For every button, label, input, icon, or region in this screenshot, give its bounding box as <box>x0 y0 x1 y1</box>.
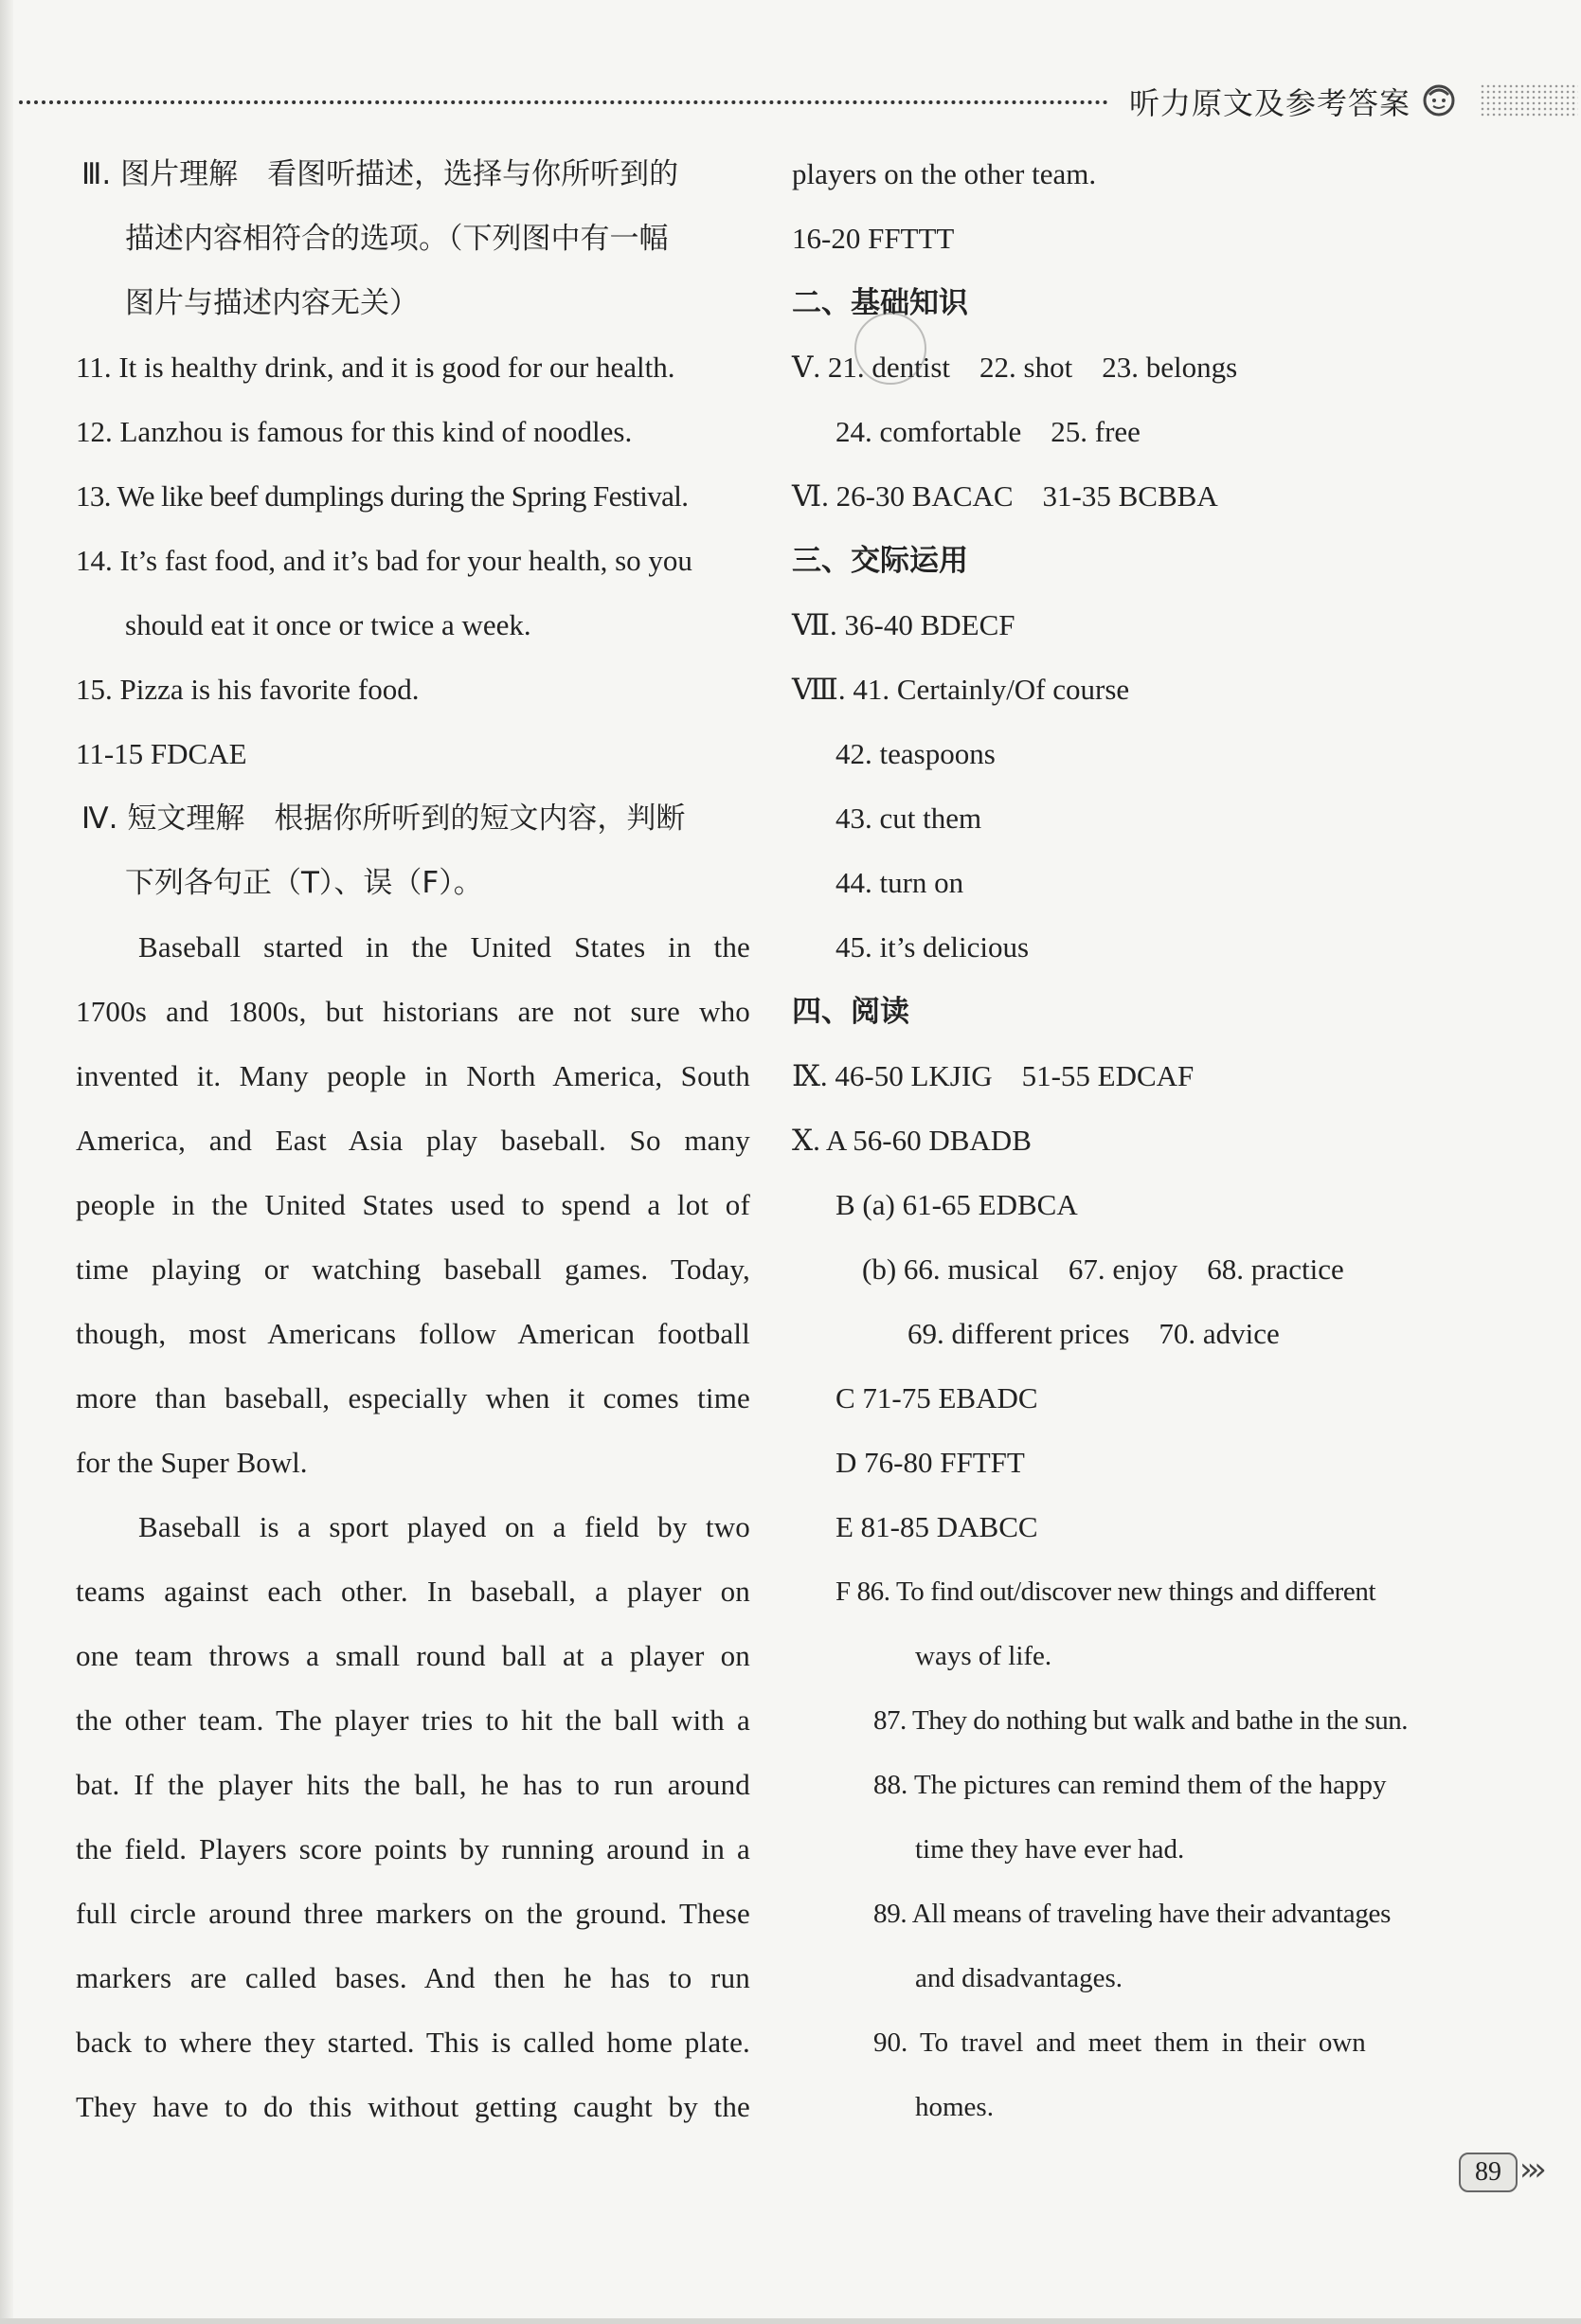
header-title: 听力原文及参考答案 <box>1129 85 1411 121</box>
header-dotted-rule <box>19 100 1108 104</box>
passage-line: invented it. Many people in North America, South <box>76 1059 750 1092</box>
section-6-answers: Ⅵ. 26-30 BACAC 31-35 BCBBA <box>792 479 1218 513</box>
page-left-edge <box>0 0 13 2324</box>
question-13: 13. We like beef dumplings during the Spring Festival. <box>76 479 689 513</box>
answer-45: 45. it’s delicious <box>835 930 1030 964</box>
passage-line: America, and East Asia play baseball. So many <box>76 1124 750 1157</box>
left-column <box>76 142 750 2139</box>
answer-43: 43. cut them <box>835 802 982 835</box>
answer-88-line-2: time they have ever had. <box>915 1834 1185 1865</box>
answer-87: 87. They do nothing but walk and bathe in the sun. <box>873 1705 1409 1736</box>
passage-line: the other team. The player tries to hit the ball with a <box>76 1703 750 1737</box>
answer-89-line-1: 89. All means of traveling have their advantages <box>873 1899 1392 1929</box>
passage-paragraph-1 <box>76 915 750 1495</box>
section-3-title: Ⅲ. 图片理解 看图听描述，选择与你所听到的 <box>81 157 679 191</box>
part-3-heading: 三、交际运用 <box>792 544 968 578</box>
section-4-title: Ⅳ. 短文理解 根据你所听到的短文内容，判断 <box>81 802 686 836</box>
right-column <box>792 142 1474 2139</box>
answer-11-15: 11-15 FDCAE <box>76 737 247 770</box>
question-15: 15. Pizza is his favorite food. <box>76 673 420 706</box>
page-number: 89 <box>1459 2153 1518 2192</box>
section-10-c-answers: C 71-75 EBADC <box>835 1381 1038 1414</box>
passage-line: time playing or watching baseball games. Today, <box>76 1252 750 1286</box>
passage-line: one team throws a small round ball at a player on <box>76 1639 750 1672</box>
section-10-e-answers: E 81-85 DABCC <box>835 1510 1038 1543</box>
section-8-answer-41: Ⅷ. 41. Certainly/Of course <box>792 673 1130 706</box>
header-dot-pattern <box>1480 83 1578 117</box>
section-10-b-b-answers-1: (b) 66. musical 67. enjoy 68. practice <box>862 1252 1344 1286</box>
passage-line: though, most Americans follow American football <box>76 1317 750 1350</box>
answer-16-20: 16-20 FFTTT <box>792 222 955 255</box>
section-10-a-answers: Ⅹ. A 56-60 DBADB <box>792 1124 1032 1157</box>
passage-line: markers are called bases. And then he has to run <box>76 1961 750 1994</box>
section-9-answers: Ⅸ. 46-50 LKJIG 51-55 EDCAF <box>792 1059 1195 1092</box>
answer-44: 44. turn on <box>835 866 964 899</box>
mascot-icon <box>1421 81 1457 117</box>
part-2-heading: 二、基础知识 <box>792 286 968 320</box>
passage-paragraph-2 <box>76 1495 750 2139</box>
passage-line: the field. Players score points by running around in a <box>76 1832 750 1865</box>
answer-90-line-2: homes. <box>915 2092 994 2122</box>
section-4-instruction-2: 下列各句正（T）、误（F）。 <box>125 866 483 900</box>
watermark-stamp <box>854 313 926 385</box>
section-5-answers-1: Ⅴ. 21. dentist 22. shot 23. belongs <box>792 351 1238 384</box>
section-10-d-answers: D 76-80 FFTFT <box>835 1446 1025 1479</box>
passage-line: back to where they started. This is called home plate. <box>76 2026 750 2059</box>
passage-line: bat. If the player hits the ball, he has to run around <box>76 1768 750 1801</box>
section-3-instruction-2: 描述内容相符合的选项。（下列图中有一幅 <box>125 222 669 256</box>
section-10-b-b-answers-2: 69. different prices 70. advice <box>907 1317 1280 1350</box>
answer-89-line-2: and disadvantages. <box>915 1963 1123 1993</box>
passage-line: full circle around three markers on the ground. These <box>76 1897 750 1930</box>
page-bottom-edge <box>0 2318 1581 2324</box>
answer-90-line-1: 90. To travel and meet them in their own <box>873 2027 1366 2058</box>
passage-line: for the Super Bowl. <box>76 1446 308 1479</box>
section-7-answers: Ⅶ. 36-40 BDECF <box>792 608 1015 641</box>
next-arrows-icon: ››› <box>1519 2151 1541 2189</box>
passage-line: Baseball is a sport played on a field by two <box>138 1510 750 1543</box>
question-12: 12. Lanzhou is famous for this kind of noodles. <box>76 415 633 448</box>
answer-86-line-1: F 86. To find out/discover new things and different <box>835 1576 1376 1607</box>
section-10-b-a-answers: B (a) 61-65 EDBCA <box>835 1188 1078 1221</box>
answer-88-line-1: 88. The pictures can remind them of the happy <box>873 1770 1387 1800</box>
passage-line: 1700s and 1800s, but historians are not sure who <box>76 995 750 1028</box>
section-5-answers-2: 24. comfortable 25. free <box>835 415 1141 448</box>
part-4-heading: 四、阅读 <box>792 995 909 1029</box>
passage-continuation: players on the other team. <box>792 157 1097 190</box>
answer-86-line-2: ways of life. <box>915 1641 1052 1671</box>
section-3-instruction-3: 图片与描述内容无关） <box>125 286 419 320</box>
passage-line: people in the United States used to spend a lot of <box>76 1188 750 1221</box>
passage-line: more than baseball, especially when it comes time <box>76 1381 750 1414</box>
question-14-line-2: should eat it once or twice a week. <box>125 608 531 641</box>
passage-line: They have to do this without getting caught by the <box>76 2090 750 2123</box>
question-14-line-1: 14. It’s fast food, and it’s bad for your health, so you <box>76 544 692 577</box>
question-11: 11. It is healthy drink, and it is good for our health. <box>76 351 675 384</box>
passage-line: Baseball started in the United States in the <box>138 930 750 964</box>
passage-line: teams against each other. In baseball, a player on <box>76 1575 750 1608</box>
answer-42: 42. teaspoons <box>835 737 996 770</box>
